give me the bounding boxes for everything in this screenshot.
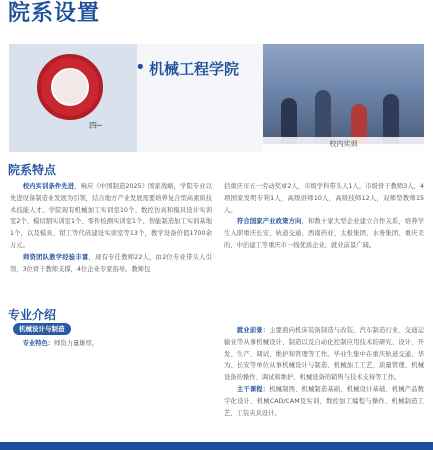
logo-area	[9, 44, 137, 152]
highlight-text: 符合国家产业政策方向	[236, 218, 302, 226]
features-right-column	[224, 181, 424, 252]
paragraph	[224, 325, 424, 384]
paragraph	[224, 181, 424, 216]
training-photo	[263, 44, 424, 144]
highlight-text: 主干课程：	[236, 385, 270, 393]
body-text: ，和数十家大型企业建立合作关系，培养学生入职重庆长安、轨道交通、西南药业、太极集团、水务集团、重庆美的、中治建工等重庆市一线优质企业，就业前景广阔。	[224, 218, 425, 249]
highlight-text: 就业前景：	[236, 327, 270, 334]
paragraph	[10, 252, 212, 276]
highlight-text: 专业特色：	[22, 340, 55, 347]
bullet-dot-icon: •	[135, 57, 146, 78]
body-text: 括重庆市五一劳动奖章2人，市级学科带头人1人，市级骨干教师3人，4项国家发明专利1人，高级讲师10人，高级技师12人，双师型教师15人。	[224, 183, 424, 214]
body-text: 师资力量雄厚，	[54, 340, 99, 347]
department-card	[137, 44, 263, 152]
department-title: 机械工程学院	[149, 60, 240, 78]
section-title-majors: 专业介绍	[8, 308, 57, 322]
body-text: ，响应《中国制造2025》国家战略，学院专业以先进设备制造业发展为引领，结合地方产业发展需要培养复合型高素质技术技能人才。学院现有机械加工实训室10个、数控仿真和模具设计实训室2个、模切割实训室1个、零件检测实训室1个、智能制造加工实训基地1个，以及模具、钳工等代码建设实训室等13个，教学设备价值1700余万元。	[10, 183, 213, 249]
paragraph	[10, 338, 212, 350]
logo-inner-emblem	[51, 68, 89, 106]
photo-caption: 校内实训	[263, 137, 424, 152]
features-left-column	[10, 181, 212, 275]
footer-bar	[0, 442, 433, 450]
department-banner	[9, 44, 424, 152]
logo-text: 四─	[89, 121, 102, 130]
majors-right-column	[224, 325, 424, 419]
paragraph	[224, 216, 424, 251]
body-text: 机械制图、机械制造基础、机械设计基础、机械产品数字化设计、机械CAD/CAM及实训、数控加工编程与操作、机械制造工艺、工装夹具设计。	[224, 385, 425, 417]
page-title: 院系设置	[8, 1, 101, 26]
paragraph	[224, 384, 424, 419]
highlight-text: 师资团队教学经验丰富	[23, 253, 89, 261]
section-title-features: 院系特点	[8, 163, 57, 177]
body-text: ，现有专任教师22人，由2位专业带头人引领，3位骨干教师支撑，4位企业专家指导。教师包	[10, 253, 212, 273]
photo-figure	[315, 90, 331, 144]
highlight-text: 校内实训条件先进	[22, 183, 75, 190]
body-text: 主要面向机床装备制造与改装、汽车制造行业、交通运输业等从事机械设计、制造以及自动化控制应用技术的研究、设计、开发、生产、调试、维护和管理等工作。毕业生集中在重庆轨道交通、华为、长安等单位从事机械设计与制造、机械加工工艺、质量管理、机械设备的操作、调试和维护、机械设备的销售与技术支持等工作。	[224, 327, 425, 382]
paragraph	[10, 181, 212, 252]
school-logo-icon	[37, 54, 103, 120]
majors-left-column	[10, 338, 212, 350]
major-tag: 机械设计与制造	[13, 323, 71, 335]
